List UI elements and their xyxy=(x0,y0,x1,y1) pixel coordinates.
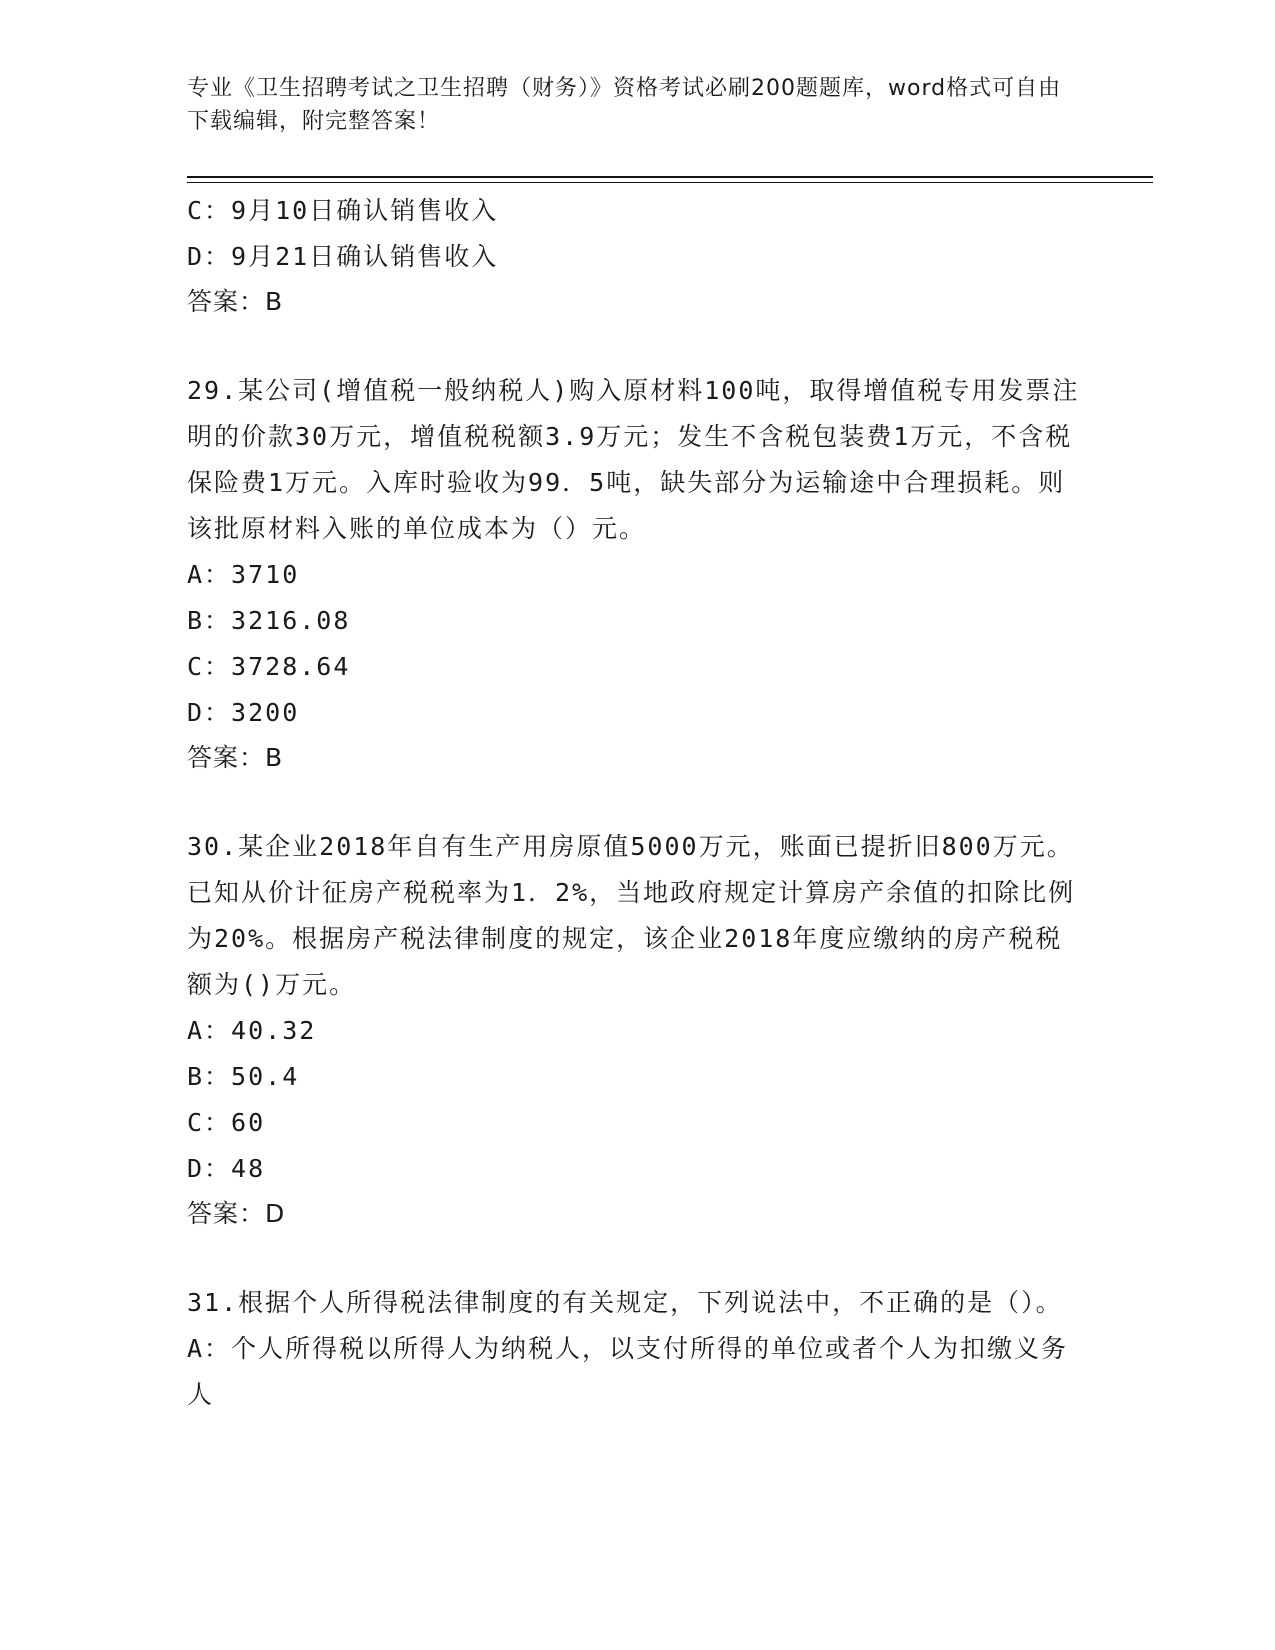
option-text: D：9月21日确认销售收入 xyxy=(187,242,499,271)
header-divider xyxy=(187,176,1153,178)
answer-text: 答案：B xyxy=(187,287,284,316)
option-text: B：3216.08 xyxy=(187,606,351,635)
answer-text: 答案：D xyxy=(187,1199,286,1228)
option-text: D：3200 xyxy=(187,698,300,727)
option-text: B：50.4 xyxy=(187,1062,300,1091)
question-30-text: 30.某企业2018年自有生产用房原值5000万元，账面已提折旧800万元。已知从价计征房产税税率为1．2%，当地政府规定计算房产余值的扣除比例为20%。根据房产税法律制度的规定，该企业2018年度应缴纳的房产税税额为()万元。 xyxy=(187,832,1076,999)
option-text: A：40.32 xyxy=(187,1016,317,1045)
option-text: D：48 xyxy=(187,1154,266,1183)
option-text: A：个人所得税以所得人为纳税人，以支付所得的单位或者个人为扣缴义务人 xyxy=(187,1334,1069,1409)
document-header: 专业《卫生招聘考试之卫生招聘（财务）》资格考试必刷200题题库，word格式可自由下载编辑，附完整答案！ xyxy=(187,76,1062,134)
option-text: C：3728.64 xyxy=(187,652,351,681)
header-divider-thin xyxy=(187,182,1153,183)
option-text: C：9月10日确认销售收入 xyxy=(187,196,499,225)
question-29-text: 29.某公司(增值税一般纳税人)购入原材料100吨，取得增值税专用发票注明的价款30万元，增值税税额3.9万元；发生不含税包装费1万元，不含税保险费1万元。入库时验收为99．5吨，缺失部分为运输途中合理损耗。则该批原材料入账的单位成本为（）元。 xyxy=(187,376,1080,543)
question-31-text: 31.根据个人所得税法律制度的有关规定，下列说法中，不正确的是（）。 xyxy=(187,1288,1063,1317)
document-body xyxy=(187,188,1087,1418)
answer-text: 答案：B xyxy=(187,743,284,772)
option-text: C：60 xyxy=(187,1108,266,1137)
option-text: A：3710 xyxy=(187,560,300,589)
